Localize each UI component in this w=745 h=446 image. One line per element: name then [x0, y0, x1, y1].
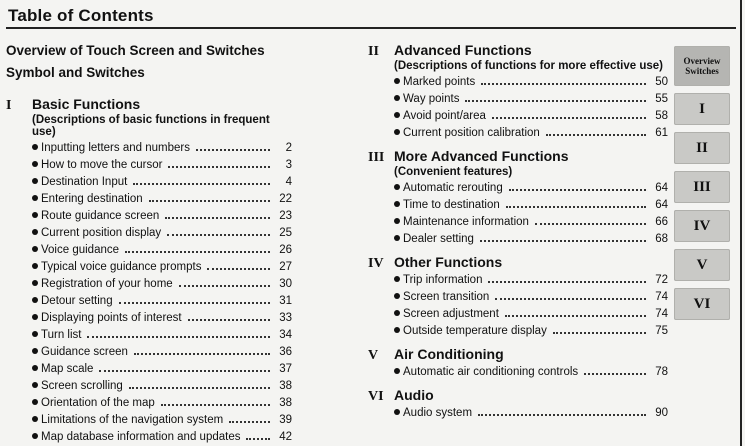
- entry-label: Avoid point/area: [403, 110, 486, 122]
- section-numeral: IV: [368, 256, 384, 271]
- entry-list-air-conditioning: [368, 364, 668, 381]
- toc-entry[interactable]: [32, 412, 292, 429]
- entry-page-number: 38: [279, 397, 292, 409]
- toc-entry[interactable]: [394, 197, 668, 214]
- entry-page-number: 2: [285, 142, 292, 154]
- section-numeral: III: [368, 150, 385, 165]
- bullet-icon: [32, 263, 38, 269]
- dot-leader: [546, 134, 646, 136]
- entry-label: Time to destination: [403, 199, 500, 211]
- dot-leader: [134, 353, 270, 355]
- entry-label: Automatic rerouting: [403, 182, 503, 194]
- entry-page-number: 27: [279, 261, 292, 273]
- entry-label: Inputting letters and numbers: [41, 142, 190, 154]
- dot-leader: [165, 217, 270, 219]
- entry-page-number: 72: [655, 274, 668, 286]
- entry-label: Dealer setting: [403, 233, 474, 245]
- dot-leader: [179, 285, 270, 287]
- entry-page-number: 78: [655, 366, 668, 378]
- entry-label: Registration of your home: [41, 278, 173, 290]
- toc-entry[interactable]: [32, 378, 292, 395]
- entry-page-number: 75: [655, 325, 668, 337]
- entry-label: Maintenance information: [403, 216, 529, 228]
- bullet-icon: [32, 144, 38, 150]
- entry-label: Map database information and updates: [41, 431, 241, 443]
- entry-label: Entering destination: [41, 193, 143, 205]
- entry-page-number: 30: [279, 278, 292, 290]
- bullet-icon: [32, 229, 38, 235]
- bullet-icon: [32, 178, 38, 184]
- toc-entry[interactable]: [394, 74, 668, 91]
- toc-entry[interactable]: [394, 214, 668, 231]
- dot-leader: [167, 234, 270, 236]
- bullet-icon: [32, 416, 38, 422]
- entry-page-number: 34: [279, 329, 292, 341]
- section-numeral: I: [6, 98, 12, 113]
- entry-label: Current position display: [41, 227, 162, 239]
- section-subtitle: (Convenient features): [394, 166, 513, 178]
- bullet-icon: [394, 409, 400, 415]
- page-title: Table of Contents: [8, 6, 154, 25]
- section-heading-more-advanced[interactable]: [368, 148, 668, 166]
- toc-entry[interactable]: [32, 344, 292, 361]
- dot-leader: [119, 302, 270, 304]
- entry-page-number: 38: [279, 380, 292, 392]
- entry-label: Current position calibration: [403, 127, 540, 139]
- entry-page-number: 90: [655, 407, 668, 419]
- entry-page-number: 33: [279, 312, 292, 324]
- bullet-icon: [394, 95, 400, 101]
- entry-label: Route guidance screen: [41, 210, 160, 222]
- entry-page-number: 74: [655, 308, 668, 320]
- dot-leader: [168, 166, 270, 168]
- entry-page-number: 64: [655, 199, 668, 211]
- entry-label: Outside temperature display: [403, 325, 547, 337]
- dot-leader: [161, 404, 270, 406]
- bullet-icon: [394, 368, 400, 374]
- toc-entry[interactable]: [394, 231, 668, 248]
- toc-entry[interactable]: [32, 395, 292, 412]
- dot-leader: [188, 319, 270, 321]
- toc-entry[interactable]: [32, 174, 292, 191]
- toc-entry[interactable]: [394, 125, 668, 142]
- entry-list-more-advanced: [368, 180, 668, 248]
- dot-leader: [535, 223, 646, 225]
- section-heading-basic[interactable]: [6, 96, 292, 114]
- page-edge: [740, 0, 742, 446]
- entry-label: Orientation of the map: [41, 397, 155, 409]
- entry-label: Voice guidance: [41, 244, 120, 256]
- bullet-icon: [394, 327, 400, 333]
- section-title: Audio: [394, 387, 434, 403]
- toc-entry[interactable]: [32, 327, 292, 344]
- bullet-icon: [32, 433, 38, 439]
- bullet-icon: [32, 382, 38, 388]
- dot-leader: [196, 149, 270, 151]
- entry-label: Guidance screen: [41, 346, 128, 358]
- bullet-icon: [394, 276, 400, 282]
- bullet-icon: [394, 129, 400, 135]
- dot-leader: [229, 421, 270, 423]
- entry-list-audio: [368, 405, 668, 422]
- dot-leader: [133, 183, 270, 185]
- dot-leader: [478, 414, 646, 416]
- entry-label: Screen transition: [403, 291, 490, 303]
- entry-page-number: 42: [279, 431, 292, 443]
- bullet-icon: [32, 246, 38, 252]
- section-subtitle: (Descriptions of basic functions in frequent use): [32, 114, 270, 138]
- bullet-icon: [32, 331, 38, 337]
- toc-entry[interactable]: [394, 272, 668, 289]
- bullet-icon: [394, 218, 400, 224]
- entry-page-number: 68: [655, 233, 668, 245]
- dot-leader: [129, 387, 270, 389]
- entry-list-basic: [6, 140, 292, 446]
- bullet-icon: [32, 195, 38, 201]
- toc-entry[interactable]: [32, 225, 292, 242]
- entry-page-number: 61: [655, 127, 668, 139]
- toc-entry[interactable]: [32, 276, 292, 293]
- toc-entry[interactable]: [32, 361, 292, 378]
- tab-audio[interactable]: VI: [674, 288, 730, 320]
- tab-overview[interactable]: Overview Switches: [674, 46, 730, 86]
- toc-entry[interactable]: [394, 306, 668, 323]
- dot-leader: [99, 370, 270, 372]
- bullet-icon: [32, 297, 38, 303]
- section-title: Other Functions: [394, 254, 503, 270]
- entry-page-number: 39: [279, 414, 292, 426]
- tab-advanced[interactable]: II: [674, 132, 730, 164]
- entry-label: Way points: [403, 93, 460, 105]
- symbol-switches-link[interactable]: Symbol and Switches: [6, 65, 145, 80]
- entry-label: Turn list: [41, 329, 82, 341]
- entry-page-number: 36: [279, 346, 292, 358]
- dot-leader: [505, 315, 646, 317]
- dot-leader: [584, 373, 646, 375]
- toc-entry[interactable]: [394, 91, 668, 108]
- toc-entry[interactable]: [32, 429, 292, 446]
- dot-leader: [553, 332, 646, 334]
- section-title: Air Conditioning: [394, 346, 504, 362]
- entry-label: Screen scrolling: [41, 380, 123, 392]
- entry-page-number: 25: [279, 227, 292, 239]
- toc-entry[interactable]: [394, 289, 668, 306]
- left-column: [6, 40, 292, 446]
- toc-entry[interactable]: [32, 191, 292, 208]
- bullet-icon: [394, 201, 400, 207]
- toc-entry[interactable]: [32, 208, 292, 225]
- toc-entry[interactable]: [32, 310, 292, 327]
- entry-page-number: 31: [279, 295, 292, 307]
- entry-page-number: 58: [655, 110, 668, 122]
- bullet-icon: [394, 112, 400, 118]
- toc-entry[interactable]: [32, 157, 292, 174]
- section-heading-air-conditioning[interactable]: [368, 346, 668, 364]
- toc-entry[interactable]: [394, 405, 668, 422]
- bullet-icon: [32, 280, 38, 286]
- entry-label: Marked points: [403, 76, 476, 88]
- overview-link[interactable]: Overview of Touch Screen and Switches: [6, 43, 265, 58]
- entry-page-number: 74: [655, 291, 668, 303]
- right-column: [368, 42, 668, 422]
- dot-leader: [149, 200, 270, 202]
- entry-label: Displaying points of interest: [41, 312, 182, 324]
- entry-list-advanced: [368, 74, 668, 142]
- entry-page-number: 55: [655, 93, 668, 105]
- section-heading-audio[interactable]: [368, 387, 668, 405]
- entry-label: Map scale: [41, 363, 94, 375]
- toc-entry[interactable]: [394, 180, 668, 197]
- section-heading-other[interactable]: [368, 254, 668, 272]
- dot-leader: [495, 298, 646, 300]
- section-numeral: V: [368, 348, 379, 363]
- bullet-icon: [394, 184, 400, 190]
- section-title: Advanced Functions: [394, 42, 532, 58]
- toc-entry[interactable]: [394, 108, 668, 125]
- dot-leader: [246, 438, 270, 440]
- entry-label: Typical voice guidance prompts: [41, 261, 202, 273]
- entry-page-number: 26: [279, 244, 292, 256]
- dot-leader: [488, 281, 646, 283]
- bullet-icon: [32, 399, 38, 405]
- entry-label: How to move the cursor: [41, 159, 163, 171]
- toc-entry[interactable]: [394, 364, 668, 381]
- entry-label: Audio system: [403, 407, 473, 419]
- section-heading-advanced[interactable]: [368, 42, 668, 60]
- entry-page-number: 64: [655, 182, 668, 194]
- dot-leader: [125, 251, 270, 253]
- entry-label: Limitations of the navigation system: [41, 414, 224, 426]
- bullet-icon: [32, 348, 38, 354]
- bullet-icon: [394, 293, 400, 299]
- section-subtitle: (Descriptions of functions for more effective use): [394, 60, 664, 72]
- dot-leader: [509, 189, 646, 191]
- toc-entry[interactable]: [32, 293, 292, 310]
- entry-list-other: [368, 272, 668, 340]
- dot-leader: [480, 240, 646, 242]
- entry-page-number: 37: [279, 363, 292, 375]
- section-numeral: II: [368, 44, 379, 59]
- entry-label: Screen adjustment: [403, 308, 499, 320]
- dot-leader: [492, 117, 646, 119]
- toc-entry[interactable]: [32, 140, 292, 157]
- bullet-icon: [32, 314, 38, 320]
- entry-page-number: 3: [285, 159, 292, 171]
- toc-entry[interactable]: [32, 242, 292, 259]
- entry-page-number: 66: [655, 216, 668, 228]
- entry-page-number: 22: [279, 193, 292, 205]
- entry-label: Detour setting: [41, 295, 113, 307]
- tab-other[interactable]: IV: [674, 210, 730, 242]
- entry-page-number: 23: [279, 210, 292, 222]
- entry-label: Trip information: [403, 274, 483, 286]
- section-numeral: VI: [368, 389, 384, 404]
- toc-entry[interactable]: [394, 323, 668, 340]
- tab-basic[interactable]: I: [674, 93, 730, 125]
- dot-leader: [506, 206, 646, 208]
- bullet-icon: [394, 235, 400, 241]
- section-title: Basic Functions: [32, 96, 141, 112]
- entry-page-number: 4: [285, 176, 292, 188]
- entry-page-number: 50: [655, 76, 668, 88]
- bullet-icon: [394, 78, 400, 84]
- bullet-icon: [394, 310, 400, 316]
- dot-leader: [465, 100, 646, 102]
- dot-leader: [207, 268, 270, 270]
- header-rule: [6, 27, 736, 29]
- dot-leader: [481, 83, 646, 85]
- tab-more-advanced[interactable]: III: [674, 171, 730, 203]
- dot-leader: [87, 336, 270, 338]
- bullet-icon: [32, 365, 38, 371]
- section-title: More Advanced Functions: [394, 148, 569, 164]
- bullet-icon: [32, 212, 38, 218]
- entry-label: Automatic air conditioning controls: [403, 366, 579, 378]
- toc-entry[interactable]: [32, 259, 292, 276]
- bullet-icon: [32, 161, 38, 167]
- tab-air-conditioning[interactable]: V: [674, 249, 730, 281]
- entry-label: Destination Input: [41, 176, 128, 188]
- section-tabs: [674, 46, 738, 327]
